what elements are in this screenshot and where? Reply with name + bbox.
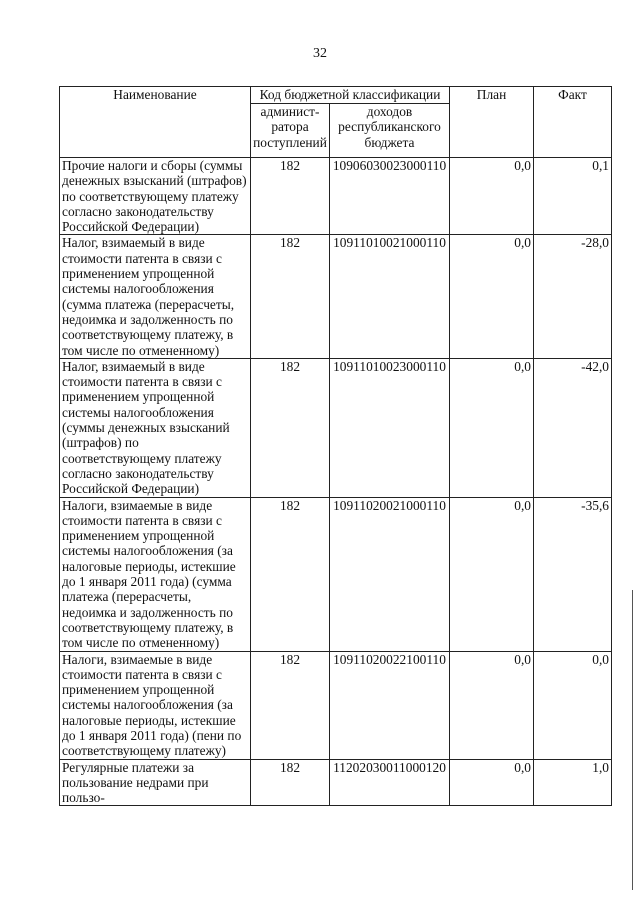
header-row-1: [60, 87, 612, 104]
row-name: Налоги, взимаемые в виде стоимости патента в связи с применением упрощенной системы налогообложения (за налоговые периоды, истекшие до 1 января 2011 года) (пени по соответствующему платежу): [60, 651, 251, 759]
header-classification: Код бюджетной классификации: [251, 87, 450, 104]
row-admin-code: 182: [251, 497, 330, 651]
row-name: Налог, взимаемый в виде стоимости патента в связи с применением упрощенной системы налогообложения (суммы денежных взысканий (штрафов) по соответствующему платежу согласно законодательству Российской Федерации): [60, 358, 251, 497]
row-fact: 1,0: [534, 759, 612, 806]
row-plan: 0,0: [450, 235, 534, 358]
row-plan: 0,0: [450, 358, 534, 497]
row-name: Регулярные платежи за пользование недрами при пользо-: [60, 759, 251, 806]
header-name: Наименование: [60, 87, 251, 158]
row-admin-code: 182: [251, 759, 330, 806]
table-row: [60, 158, 612, 235]
table-row: [60, 759, 612, 806]
row-plan: 0,0: [450, 651, 534, 759]
table-row: [60, 651, 612, 759]
row-budget-code: 10911010023000110: [330, 358, 450, 497]
scan-edge-mark: [632, 590, 633, 890]
row-fact: 0,0: [534, 651, 612, 759]
table-row: [60, 497, 612, 651]
row-fact: 0,1: [534, 158, 612, 235]
row-admin-code: 182: [251, 651, 330, 759]
row-admin-code: 182: [251, 358, 330, 497]
header-plan: План: [450, 87, 534, 158]
budget-table: [59, 86, 612, 806]
row-name: Прочие налоги и сборы (суммы денежных взысканий (штрафов) по соответствующему платежу согласно законодательству Российской Федерации): [60, 158, 251, 235]
row-budget-code: 10911010021000110: [330, 235, 450, 358]
table-body: [60, 158, 612, 806]
page-number: 32: [313, 46, 327, 61]
row-plan: 0,0: [450, 759, 534, 806]
row-budget-code: 11202030011000120: [330, 759, 450, 806]
table-row: [60, 358, 612, 497]
row-admin-code: 182: [251, 158, 330, 235]
row-budget-code: 10911020022100110: [330, 651, 450, 759]
row-budget-code: 10906030023000110: [330, 158, 450, 235]
row-fact: -42,0: [534, 358, 612, 497]
row-name: Налог, взимаемый в виде стоимости патента в связи с применением упрощенной системы налогообложения (сумма платежа (перерасчеты, недоимка и задолженность по соответствующему платежу, в том числе по отмененному): [60, 235, 251, 358]
row-admin-code: 182: [251, 235, 330, 358]
row-budget-code: 10911020021000110: [330, 497, 450, 651]
header-income: доходов республиканского бюджета: [330, 104, 450, 158]
table-row: [60, 235, 612, 358]
header-administrator: админист-ратора поступлений: [251, 104, 330, 158]
row-plan: 0,0: [450, 158, 534, 235]
row-fact: -35,6: [534, 497, 612, 651]
row-fact: -28,0: [534, 235, 612, 358]
row-name: Налоги, взимаемые в виде стоимости патента в связи с применением упрощенной системы налогообложения (за налоговые периоды, истекшие до 1 января 2011 года) (сумма платежа (перерасчеты, недоимка и задолженность по соответствующему платежу, в том числе по отмененному): [60, 497, 251, 651]
row-plan: 0,0: [450, 497, 534, 651]
header-fact: Факт: [534, 87, 612, 158]
